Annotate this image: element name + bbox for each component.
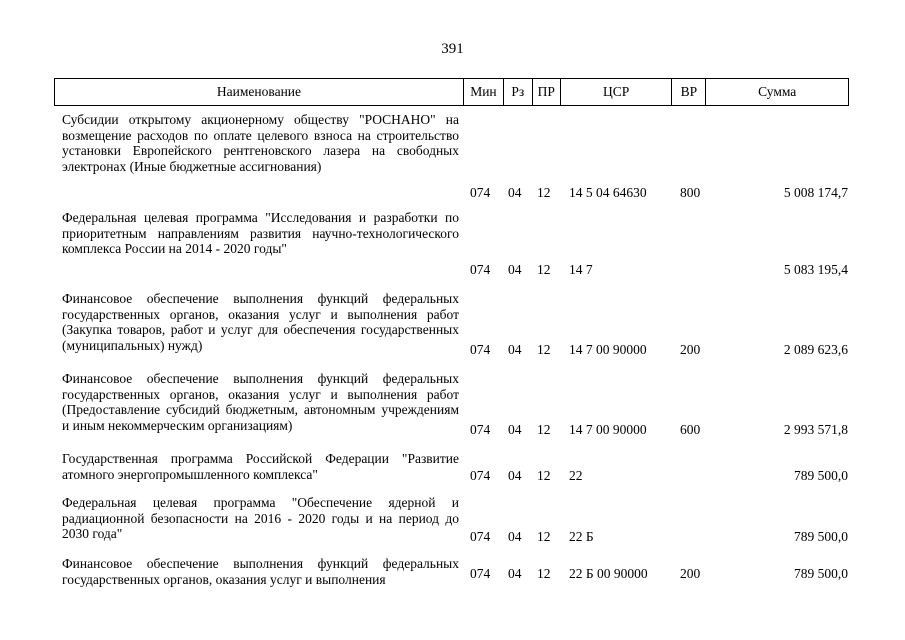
row-min: 074 <box>470 566 491 581</box>
row-csr: 14 7 00 90000 <box>569 341 647 357</box>
row-rz: 04 <box>508 341 522 357</box>
table-row <box>0 556 905 588</box>
row-min: 074 <box>470 261 491 277</box>
row-csr: 14 7 00 90000 <box>569 421 647 437</box>
column-header-rz: Рз <box>504 79 533 105</box>
column-header-pr: ПР <box>533 79 561 105</box>
row-min: 074 <box>470 528 491 544</box>
row-sum: 2 993 571,8 <box>783 421 848 437</box>
row-name: Субсидии открытому акционерному обществу "РОСНАНО" на возмещение расходов по оплате целевого взноса на строительство установки Европейского рентгеновского лазера на свободных электронах (Иные бюджетные ассигнования) <box>62 112 459 174</box>
row-vr: 200 <box>680 566 701 581</box>
row-sum: 2 089 623,6 <box>783 341 848 357</box>
row-pr: 12 <box>537 528 551 544</box>
row-sum: 789 500,0 <box>794 467 848 483</box>
row-csr: 22 <box>569 467 583 483</box>
row-rz: 04 <box>508 184 522 200</box>
table-row <box>0 495 905 544</box>
row-name: Финансовое обеспечение выполнения функций федеральных государственных органов, оказания услуг и выполнения <box>62 556 459 587</box>
row-rz: 04 <box>508 566 522 581</box>
row-name: Финансовое обеспечение выполнения функций федеральных государственных органов, оказания услуг и выполнения работ (Предоставление субсидий бюджетным, автономным учреждениям и иным некоммерческим организациям) <box>62 371 459 433</box>
column-header-sum: Сумма <box>758 84 797 99</box>
row-min: 074 <box>470 184 491 200</box>
row-min: 074 <box>470 341 491 357</box>
row-name: Федеральная целевая программа "Обеспечение ядерной и радиационной безопасности на 2016 - 2020 годы и на период до 2030 года" <box>62 495 459 541</box>
row-sum: 5 083 195,4 <box>783 261 848 277</box>
column-header-name: Наименование <box>55 79 464 105</box>
row-pr: 12 <box>537 421 551 437</box>
table-row <box>0 210 905 277</box>
row-rz: 04 <box>508 528 522 544</box>
table-header <box>54 78 849 106</box>
row-csr: 22 Б 00 90000 <box>569 566 648 581</box>
row-sum: 789 500,0 <box>794 528 848 544</box>
row-name: Финансовое обеспечение выполнения функций федеральных государственных органов, оказания услуг и выполнения работ (Закупка товаров, работ и услуг для обеспечения государственных (муниципальных) нужд) <box>62 291 459 353</box>
table-row <box>0 112 905 200</box>
row-rz: 04 <box>508 421 522 437</box>
row-csr: 22 Б <box>569 528 594 544</box>
table-row <box>0 291 905 357</box>
column-header-min: Мин <box>464 79 504 105</box>
row-pr: 12 <box>537 184 551 200</box>
row-rz: 04 <box>508 467 522 483</box>
row-vr: 800 <box>680 184 701 200</box>
column-header-csr: ЦСР <box>561 79 673 105</box>
row-pr: 12 <box>537 261 551 277</box>
row-pr: 12 <box>537 566 551 581</box>
row-pr: 12 <box>537 467 551 483</box>
table-row <box>0 371 905 437</box>
row-pr: 12 <box>537 341 551 357</box>
row-min: 074 <box>470 467 491 483</box>
row-vr: 200 <box>680 341 701 357</box>
row-name: Федеральная целевая программа "Исследования и разработки по приоритетным направлениям развития научно-технологического комплекса России на 2014 - 2020 годы" <box>62 210 459 256</box>
column-header-vr: ВР <box>672 79 706 105</box>
row-name: Государственная программа Российской Федерации "Развитие атомного энергопромышленного комплекса" <box>62 451 459 482</box>
page-number: 391 <box>441 41 464 57</box>
row-min: 074 <box>470 421 491 437</box>
row-rz: 04 <box>508 261 522 277</box>
row-csr: 14 5 04 64630 <box>569 184 647 200</box>
table-row <box>0 451 905 483</box>
row-sum: 789 500,0 <box>794 566 848 581</box>
row-csr: 14 7 <box>569 261 593 277</box>
row-vr: 600 <box>680 421 701 437</box>
row-sum: 5 008 174,7 <box>783 184 848 200</box>
